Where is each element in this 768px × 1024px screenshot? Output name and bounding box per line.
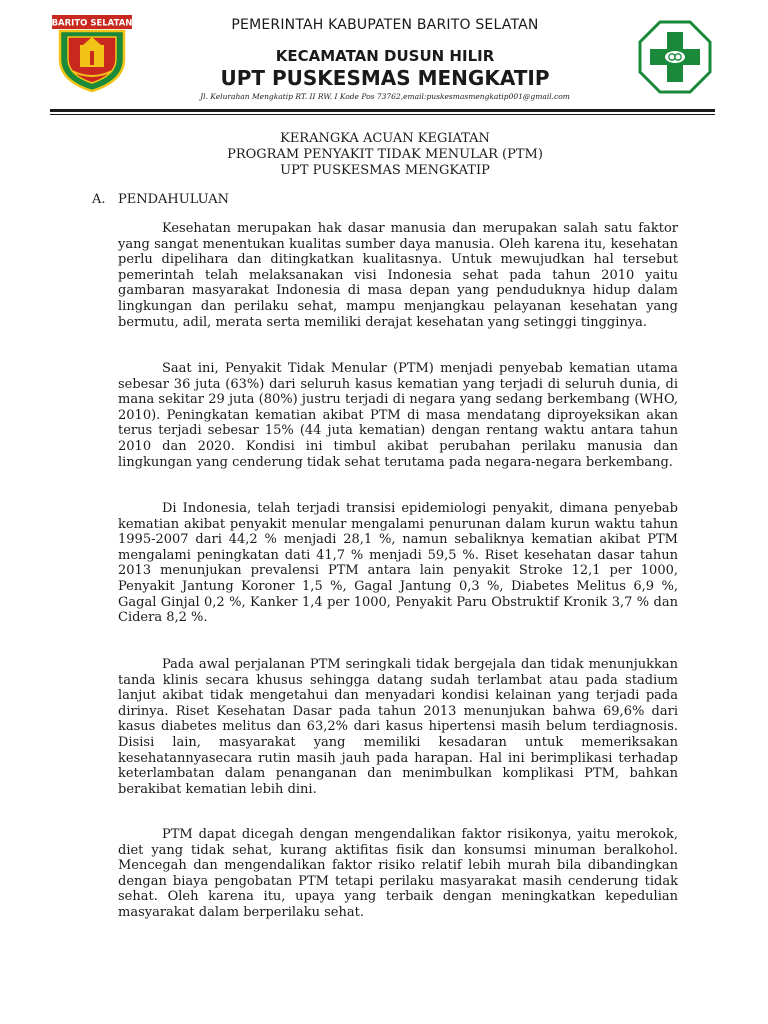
institution-address: Jl. Kelurahan Mengkatip RT. II RW. I Kode Pos 73762,email:puskesmasmengkatip001@gmail.com <box>200 92 570 101</box>
body-paragraph: PTM dapat dicegah dengan mengendalikan faktor risikonya, yaitu merokok, diet yang tidak sehat, kurang aktifitas fisik dan konsumsi minuman beralkohol. Mencegah dan mengendalikan faktor risiko relatif lebih murah bila dibandingkan dengan biaya pengobatan PTM tetapi perilaku masyarakat masih cenderung tidak sehat. Oleh karena itu, upaya yang terbaik dengan meningkatkan kepedulian masyarakat dalam berperilaku sehat. <box>118 827 678 920</box>
body-paragraph: Saat ini, Penyakit Tidak Menular (PTM) menjadi penyebab kematian utama sebesar 36 juta (63%) dari seluruh kasus kematian yang terjadi di seluruh dunia, di mana sekitar 29 juta (80%) justru terjadi di negara yang sedang berkembang (WHO, 2010). Peningkatan kematian akibat PTM di masa mendatang diproyeksikan akan terus terjadi sebesar 15% (44 juta kematian) dengan rentang waktu antara tahun 2010 dan 2020. Kondisi ini timbul akibat perubahan perilaku manusia dan lingkungan yang cenderung tidak sehat terutama pada negara-negara berkembang. <box>118 361 678 470</box>
emblem-banner-text: BARITO SELATAN <box>51 18 133 29</box>
title-line: UPT PUSKESMAS MENGKATIP <box>280 163 490 178</box>
district-name: KECAMATAN DUSUN HILIR <box>275 47 495 65</box>
letterhead-divider-thin <box>50 114 715 115</box>
section-heading <box>92 192 229 207</box>
puskesmas-logo-graphic <box>638 20 712 94</box>
puskesmas-cross-icon <box>638 20 712 94</box>
section-number: A. <box>92 192 106 207</box>
regency-emblem-icon <box>50 13 134 93</box>
letterhead-divider-thick <box>50 109 715 112</box>
government-name: PEMERINTAH KABUPATEN BARITO SELATAN <box>231 17 539 33</box>
body-paragraph: Pada awal perjalanan PTM seringkali tidak bergejala dan tidak menunjukkan tanda klinis secara khusus sehingga datang sudah terlambat atau pada stadium lanjut akibat tidak mengetahui dan menyadari kondisi kelainan yang terjadi pada dirinya. Riset Kesehatan Dasar pada tahun 2013 menunjukan bahwa 69,6% dari kasus diabetes melitus dan 63,2% dari kasus hipertensi masih belum terdiagnosis. Disisi lain, masyarakat yang memiliki kesadaran untuk memeriksakan kesehatannyasecara rutin masih jauh pada harapan. Hal ini berimplikasi terhadap keterlambatan dalam penanganan dan menimbulkan komplikasi PTM, bahkan berakibat kematian lebih dini. <box>118 657 678 797</box>
body-paragraph: Di Indonesia, telah terjadi transisi epidemiologi penyakit, dimana penyebab kematian akibat penyakit menular mengalami penurunan dalam kurun waktu tahun 1995-2007 dari 44,2 % menjadi 28,1 %, namun sebaliknya kematian akibat PTM mengalami peningkatan dati 41,7 % menjadi 59,5 %. Riset kesehatan dasar tahun 2013 menunjukan prevalensi PTM antara lain penyakit Stroke 12,1 per 1000, Penyakit Jantung Koroner 1,5 %, Gagal Jantung 0,3 %, Diabetes Melitus 6,9 %, Gagal Ginjal 0,2 %, Kanker 1,4 per 1000, Penyakit Paru Obstruktif Kronik 3,7 % dan Cidera 8,2 %. <box>118 501 678 626</box>
document-title <box>140 131 630 179</box>
institution-name: UPT PUSKESMAS MENGKATIP <box>220 66 550 90</box>
title-line: PROGRAM PENYAKIT TIDAK MENULAR (PTM) <box>227 147 543 162</box>
body-paragraph: Kesehatan merupakan hak dasar manusia dan merupakan salah satu faktor yang sangat menentukan kualitas sumber daya manusia. Oleh karena itu, kesehatan perlu dipelihara dan ditingkatkan kualitasnya. Untuk mewujudkan hal tersebut pemerintah telah melaksanakan visi Indonesia sehat pada tahun 2010 yaitu gambaran masyarakat Indonesia di masa depan yang penduduknya hidup dalam lingkungan dan perilaku sehat, mampu menjangkau pelayanan kesehatan yang bermutu, adil, merata serta memiliki derajat kesehatan yang setinggi tingginya. <box>118 221 678 330</box>
title-line: KERANGKA ACUAN KEGIATAN <box>280 131 490 146</box>
section-title: PENDAHULUAN <box>118 192 229 207</box>
regency-emblem-graphic <box>50 13 134 93</box>
